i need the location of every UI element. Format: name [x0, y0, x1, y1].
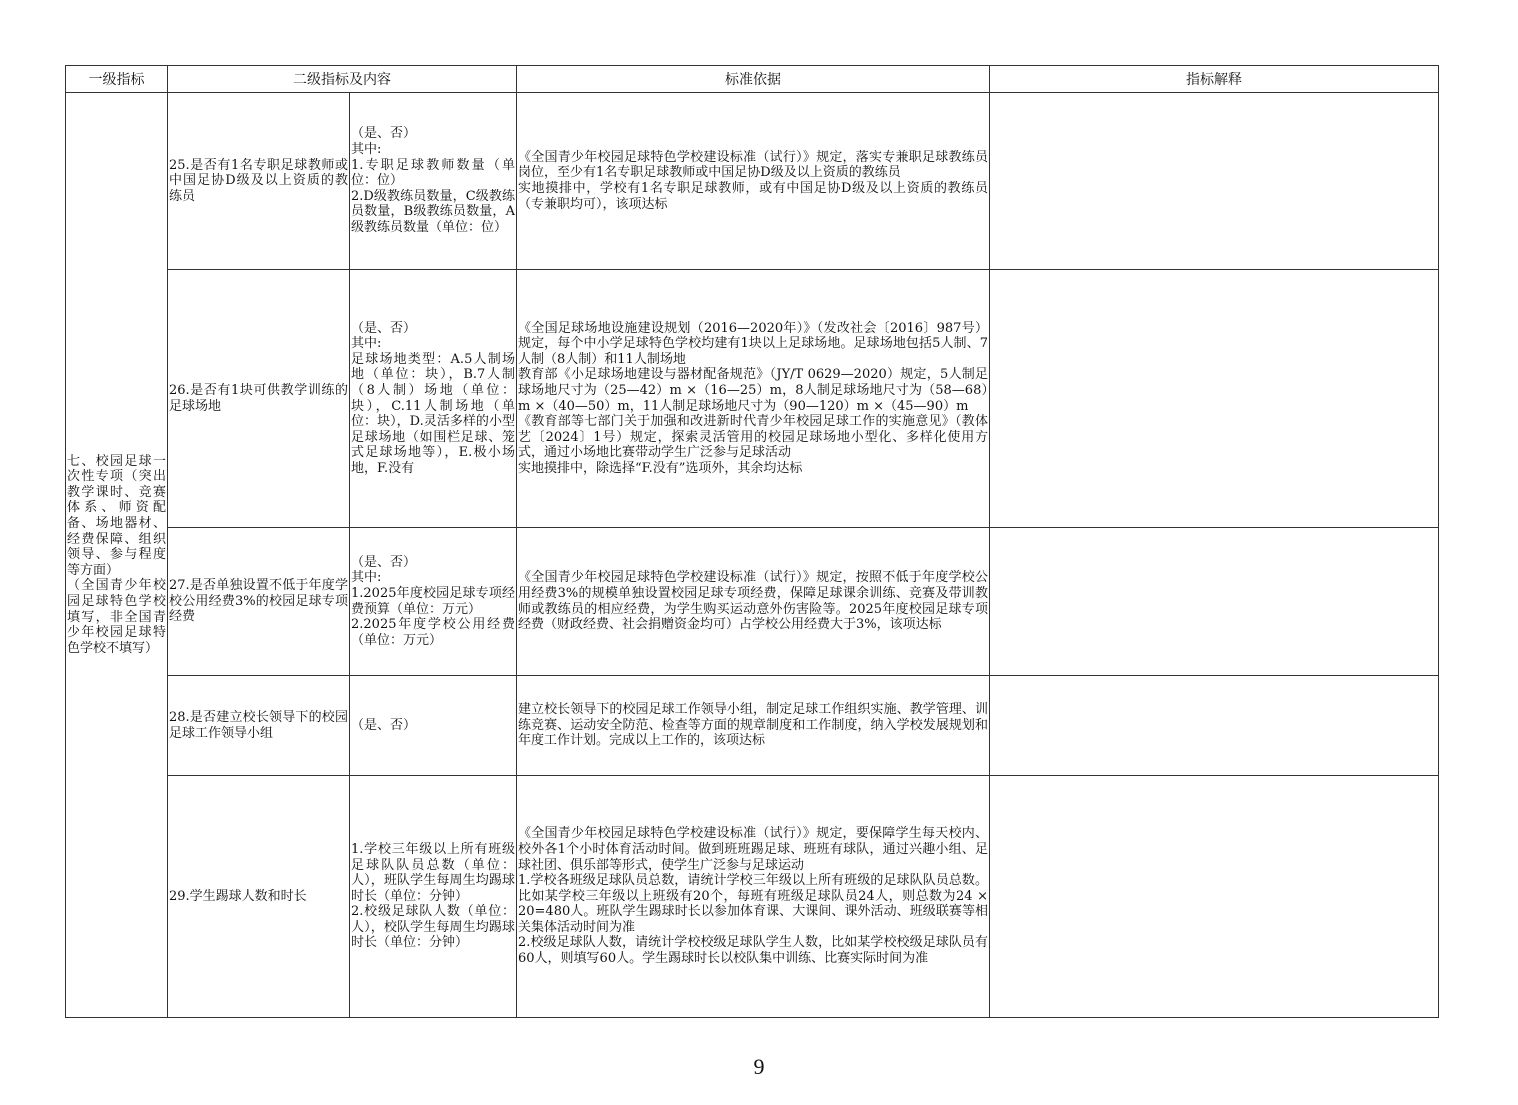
table-row	[66, 676, 1439, 776]
basis-cell: 《全国足球场地设施建设规划（2016—2020年）》（发改社会〔2016〕987号）规定，每个中小学足球特色学校均建有1块以上足球场地。足球场地包括5人制、7人制（8人制）和11人制场地 教育部《小足球场地建设与器材配备规范》（JY/T 0629—2020）规定，5人制足球场地尺寸为（25—42）m ×（16—25）m，8人制足球场地尺寸为（58—68）m ×（40—50）m，11人制足球场地尺寸为（90—120）m ×（45—90）m 《教育部等七部门关于加强和改进新时代青少年校园足球工作的实施意见》（教体艺〔2024〕1号）规定，探索灵活管用的校园足球场地小型化、多样化使用方式，通过小场地比赛带动学生广泛参与足球活动 实地摸排中，除选择“F.没有”选项外，其余均达标	[517, 270, 990, 528]
basis-cell: 《全国青少年校园足球特色学校建设标准（试行）》规定，落实专兼职足球教练员岗位，至少有1名专职足球教师或中国足协D级及以上资质的教练员 实地摸排中，学校有1名专职足球教师，或有中国足协D级及以上资质的教练员（专兼职均可），该项达标	[517, 93, 990, 270]
basis-cell: 建立校长领导下的校园足球工作领导小组，制定足球工作组织实施、教学管理、训练竞赛、运动安全防范、检查等方面的规章制度和工作制度，纳入学校发展规划和年度工作计划。完成以上工作的，该项达标	[517, 676, 990, 776]
header-row	[66, 66, 1439, 93]
page-number: 9	[753, 1054, 765, 1079]
item-content-cell: （是、否）	[350, 676, 517, 776]
item-content-cell: （是、否） 其中: 足球场地类型：A.5人制场地（单位：块），B.7人制（8人制）场地（单位：块），C.11人制场地（单位：块），D.灵活多样的小型足球场地（如围栏足球、笼式足球场地等），E.极小场地，F.没有	[350, 270, 517, 528]
item-name-cell: 26.是否有1块可供教学训练的足球场地	[168, 270, 350, 528]
explanation-cell	[990, 528, 1439, 676]
explanation-cell	[990, 776, 1439, 1018]
table-row	[66, 776, 1439, 1018]
header-level1: 一级指标	[66, 66, 168, 93]
item-content-cell: （是、否） 其中: 1.2025年度校园足球专项经费预算（单位：万元） 2.2025年度学校公用经费（单位：万元）	[350, 528, 517, 676]
item-content-cell: 1.学校三年级以上所有班级足球队队员总数（单位：人），班队学生每周生均踢球时长（单位：分钟） 2.校级足球队人数（单位：人），校队学生每周生均踢球时长（单位：分钟）	[350, 776, 517, 1018]
table-row	[66, 528, 1439, 676]
header-basis: 标准依据	[517, 66, 990, 93]
basis-cell: 《全国青少年校园足球特色学校建设标准（试行）》规定，按照不低于年度学校公用经费3%的规模单独设置校园足球专项经费，保障足球课余训练、竞赛及带训教师或教练员的相应经费，为学生购买运动意外伤害险等。2025年度校园足球专项经费（财政经费、社会捐赠资金均可）占学校公用经费大于3%，该项达标	[517, 528, 990, 676]
table-row	[66, 270, 1439, 528]
header-explanation: 指标解释	[990, 66, 1439, 93]
item-name-cell: 25.是否有1名专职足球教师或中国足协D级及以上资质的教练员	[168, 93, 350, 270]
basis-cell: 《全国青少年校园足球特色学校建设标准（试行）》规定，要保障学生每天校内、校外各1个小时体育活动时间。做到班班踢足球、班班有球队，通过兴趣小组、足球社团、俱乐部等形式，使学生广泛参与足球运动 1.学校各班级足球队员总数，请统计学校三年级以上所有班级的足球队队员总数。比如某学校三年级以上班级有20个，每班有班级足球队员24人，则总数为24 × 20=480人。班队学生踢球时长以参加体育课、大课间、课外活动、班级联赛等相关集体活动时间为准 2.校级足球队人数，请统计学校校级足球队学生人数，比如某学校校级足球队员有60人，则填写60人。学生踢球时长以校队集中训练、比赛实际时间为准	[517, 776, 990, 1018]
item-name-cell: 27.是否单独设置不低于年度学校公用经费3%的校园足球专项经费	[168, 528, 350, 676]
explanation-cell	[990, 676, 1439, 776]
indicator-table	[65, 65, 1439, 1018]
level1-category-cell: 七、校园足球一次性专项（突出教学课时、竞赛体系、师资配备、场地器材、经费保障、组织领导、参与程度等方面） （全国青少年校园足球特色学校填写，非全国青少年校园足球特色学校不填写）	[66, 93, 168, 1018]
item-name-cell: 29.学生踢球人数和时长	[168, 776, 350, 1018]
header-level2: 二级指标及内容	[168, 66, 517, 93]
explanation-cell	[990, 270, 1439, 528]
item-name-cell: 28.是否建立校长领导下的校园足球工作领导小组	[168, 676, 350, 776]
item-content-cell: （是、否） 其中: 1.专职足球教师数量（单位：位） 2.D级教练员数量，C级教练员数量，B级教练员数量，A级教练员数量（单位：位）	[350, 93, 517, 270]
table-row	[66, 93, 1439, 270]
explanation-cell	[990, 93, 1439, 270]
